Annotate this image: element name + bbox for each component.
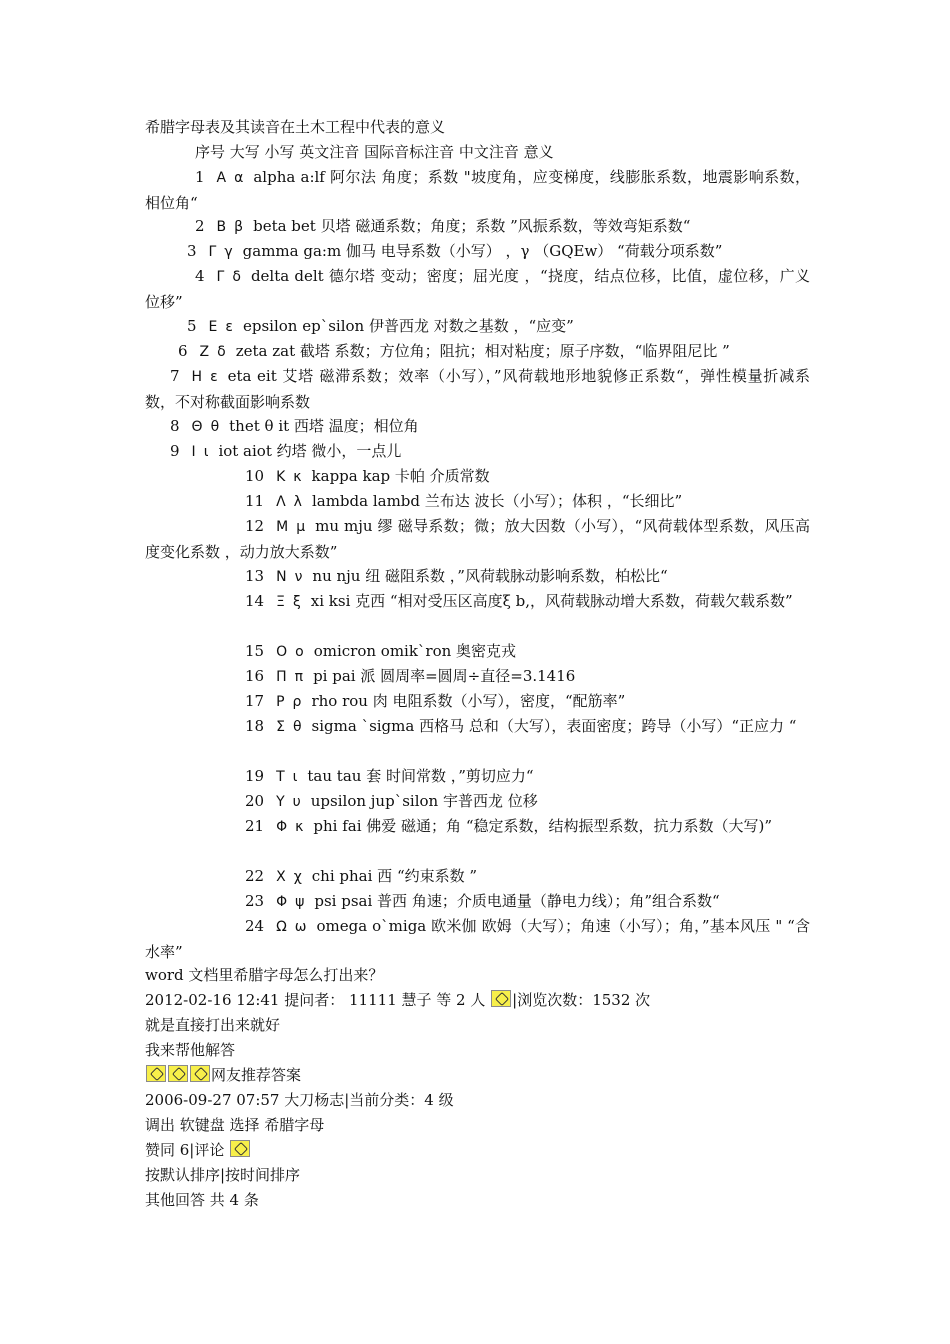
greek-letter-row: [145, 589, 810, 615]
row-description: tau tau 套 时间常数 ，”剪切应力“: [307, 767, 534, 785]
answer-help-link[interactable]: 我来帮他解答: [145, 1041, 236, 1059]
row-description: psi psai 普西 角速；介质电通量（静电力线）；角”组合系数“: [314, 892, 720, 910]
row-number: 11: [245, 492, 265, 510]
row-description: upsilon jup`silon 宇普西龙 位移: [310, 792, 538, 810]
answer-text: 就是直接打出来就好: [145, 1016, 281, 1034]
row-number: 22: [245, 867, 265, 885]
greek-letter-row: [145, 564, 810, 590]
uppercase-letter: Υ: [276, 794, 285, 810]
greek-letter-row: [145, 814, 810, 840]
row-number: 15: [245, 642, 265, 660]
greek-letter-row: [145, 689, 810, 715]
lowercase-letter: δ: [232, 269, 241, 285]
row-number: 3: [187, 242, 197, 260]
lowercase-letter: υ: [292, 794, 301, 810]
greek-letter-row: [145, 864, 810, 890]
question-title: word 文档里希腊字母怎么打出来？: [145, 966, 384, 984]
uppercase-letter: Κ: [276, 469, 286, 485]
lowercase-letter: ω: [294, 919, 307, 935]
row-number: 24: [245, 917, 265, 935]
vote-comment-link[interactable]: 赞同 6|评论: [145, 1141, 225, 1159]
other-answers-count: 其他回答 共 4 条: [145, 1191, 259, 1209]
row-number: 17: [245, 692, 265, 710]
row-number: 19: [245, 767, 265, 785]
recommended-label: 网友推荐答案: [211, 1066, 302, 1084]
greek-letter-row: [145, 764, 810, 790]
greek-letter-row: [145, 439, 810, 465]
lowercase-letter: χ: [293, 869, 302, 885]
uppercase-letter: Χ: [276, 869, 286, 885]
row-number: 1: [195, 168, 205, 186]
uppercase-letter: Ν: [276, 569, 287, 585]
uppercase-letter: Ρ: [276, 694, 285, 710]
greek-letter-row: [145, 364, 810, 415]
greek-letter-row: [145, 489, 810, 515]
row-number: 16: [245, 667, 265, 685]
row-number: 13: [245, 567, 265, 585]
row-number: 6: [178, 342, 188, 360]
row-number: 5: [187, 317, 197, 335]
document-title: 希腊字母表及其读音在土木工程中代表的意义: [145, 118, 446, 136]
lowercase-letter: δ: [217, 344, 226, 360]
table-header: 序号 大写 小写 英文注音 国际音标注音 中文注音 意义: [195, 143, 554, 161]
image-placeholder-icon: [146, 1065, 166, 1082]
greek-letter-row: [145, 214, 810, 240]
row-number: 23: [245, 892, 265, 910]
uppercase-letter: Π: [276, 669, 287, 685]
row-description: xi ksi 克西 “相对受压区高度ξ b,，风荷载脉动增大系数，荷载欠载系数”: [310, 592, 793, 610]
lowercase-letter: γ: [224, 244, 233, 260]
row-description: pi pai 派 圆周率=圆周÷直径=3.1416: [313, 667, 576, 685]
lowercase-letter: β: [234, 219, 244, 235]
answer-body: 调出 软键盘 选择 希腊字母: [145, 1116, 325, 1134]
row-number: 18: [245, 717, 265, 735]
row-description: gamma ga:m 伽马 电导系数（小写） ，γ （GQEw） “荷载分项系数”: [242, 242, 723, 260]
uppercase-letter: Τ: [276, 769, 285, 785]
image-placeholder-icon: [491, 990, 511, 1007]
row-description: rho rou 肉 电阻系数（小写），密度，“配筋率”: [311, 692, 626, 710]
uppercase-letter: Ζ: [199, 344, 210, 360]
greek-letter-row: [145, 464, 810, 490]
lowercase-letter: κ: [293, 469, 302, 485]
greek-letter-row: [145, 639, 810, 665]
greek-letter-row: [145, 314, 810, 340]
greek-letter-row: [145, 414, 810, 440]
row-description: eta eit 艾塔 磁滞系数；效率（小写），”风荷载地形地貌修正系数“，弹性模量折减系数，不对称截面影响系数: [145, 367, 810, 411]
greek-letter-row: [145, 165, 810, 216]
lowercase-letter: ε: [210, 369, 218, 385]
uppercase-letter: Α: [216, 170, 227, 186]
uppercase-letter: Β: [216, 219, 227, 235]
greek-letter-row: [145, 514, 810, 565]
image-placeholder-icon: [190, 1065, 210, 1082]
row-number: 21: [245, 817, 265, 835]
vote-comment: [145, 1138, 810, 1163]
row-description: mu mju 缪 磁导系数；微；放大因数（小写），“风荷载体型系数，风压高度变化系数 ，动力放大系数”: [145, 517, 810, 561]
lowercase-letter: ψ: [295, 894, 305, 910]
lowercase-letter: μ: [296, 519, 306, 535]
uppercase-letter: Ε: [208, 319, 218, 335]
row-number: 9: [170, 442, 180, 460]
greek-letter-row: [145, 889, 810, 915]
row-description: delta delt 德尔塔 变动；密度；屈光度 ，“挠度，结点位移，比值，虚位移，广义位移”: [145, 267, 810, 311]
lowercase-letter: π: [294, 669, 304, 685]
question-meta-text: 2012-02-16 12:41 提问者： 11111 慧子 等 2 人: [145, 991, 486, 1009]
lowercase-letter: θ: [292, 719, 302, 735]
uppercase-letter: Η: [191, 369, 203, 385]
row-description: epsilon ep`silon 伊普西龙 对数之基数 ，“应变”: [242, 317, 574, 335]
row-number: 14: [245, 592, 265, 610]
recommended-answer-heading: [145, 1063, 810, 1088]
lowercase-letter: ο: [295, 644, 304, 660]
row-description: alpha a:lf 阿尔法 角度；系数 "坡度角，应变梯度，线膨胀系数，地震影响系数，相位角“: [145, 168, 810, 212]
greek-letter-row: [145, 264, 810, 315]
uppercase-letter: Φ: [276, 819, 288, 835]
row-description: chi phai 西 “约束系数 ”: [311, 867, 478, 885]
greek-letter-row: [145, 664, 810, 690]
uppercase-letter: Σ: [276, 719, 285, 735]
lowercase-letter: α: [234, 170, 244, 186]
row-number: 4: [195, 267, 205, 285]
lowercase-letter: ι: [203, 444, 209, 460]
lowercase-letter: ξ: [292, 594, 301, 610]
row-number: 8: [170, 417, 180, 435]
lowercase-letter: θ: [210, 419, 220, 435]
row-description: lambda lambd 兰布达 波长（小写）；体积 ，“长细比”: [311, 492, 683, 510]
row-number: 10: [245, 467, 265, 485]
lowercase-letter: ε: [225, 319, 233, 335]
uppercase-letter: Λ: [276, 494, 286, 510]
row-description: kappa kap 卡帕 介质常数: [311, 467, 490, 485]
lowercase-letter: λ: [293, 494, 302, 510]
row-description: sigma `sigma 西格马 总和（大写），表面密度；跨导（小写）“正应力 “: [311, 717, 797, 735]
uppercase-letter: Ι: [191, 444, 196, 460]
uppercase-letter: Ξ: [276, 594, 285, 610]
row-number: 20: [245, 792, 265, 810]
lowercase-letter: ρ: [292, 694, 302, 710]
view-count: |浏览次数：1532 次: [512, 991, 651, 1009]
uppercase-letter: Μ: [276, 519, 289, 535]
row-description: beta bet 贝塔 磁通系数；角度；系数 ”风振系数，等效弯矩系数“: [253, 217, 691, 235]
row-description: nu nju 纽 磁阻系数 ，”风荷载脉动影响系数，柏松比“: [312, 567, 668, 585]
question-meta: [145, 988, 810, 1013]
row-description: iot aiot 约塔 微小，一点儿: [218, 442, 402, 460]
uppercase-letter: Θ: [191, 419, 203, 435]
image-placeholder-icon: [168, 1065, 188, 1082]
row-description: phi fai 佛爱 磁通；角 “稳定系数，结构振型系数，抗力系数（大写)”: [313, 817, 773, 835]
row-number: 2: [195, 217, 205, 235]
lowercase-letter: ν: [294, 569, 303, 585]
uppercase-letter: Ο: [276, 644, 288, 660]
image-placeholder-icon: [230, 1140, 250, 1157]
uppercase-letter: Φ: [276, 894, 288, 910]
greek-letter-row: [145, 339, 810, 365]
row-number: 7: [170, 367, 180, 385]
greek-letter-row: [145, 914, 810, 965]
greek-letter-row: [145, 239, 810, 265]
greek-letter-row: [145, 789, 810, 815]
greek-letter-row: [145, 714, 810, 740]
uppercase-letter: Γ: [208, 244, 217, 260]
row-number: 12: [245, 517, 265, 535]
row-description: omega o`miga 欧米伽 欧姆（大写）；角速（小写）；角，”基本风压 " “含水率”: [145, 917, 810, 961]
row-description: zeta zat 截塔 系数；方位角；阻抗；相对粘度；原子序数，“临界阻尼比 ”: [235, 342, 730, 360]
row-description: omicron omik`ron 奥密克戎: [313, 642, 517, 660]
lowercase-letter: ι: [292, 769, 298, 785]
answer-meta: 2006-09-27 07:57 大刀杨志|当前分类：4 级: [145, 1091, 454, 1109]
lowercase-letter: κ: [295, 819, 304, 835]
row-description: thet θ it 西塔 温度；相位角: [229, 417, 419, 435]
uppercase-letter: Γ: [216, 269, 225, 285]
uppercase-letter: Ω: [276, 919, 287, 935]
sort-options[interactable]: 按默认排序|按时间排序: [145, 1166, 301, 1184]
